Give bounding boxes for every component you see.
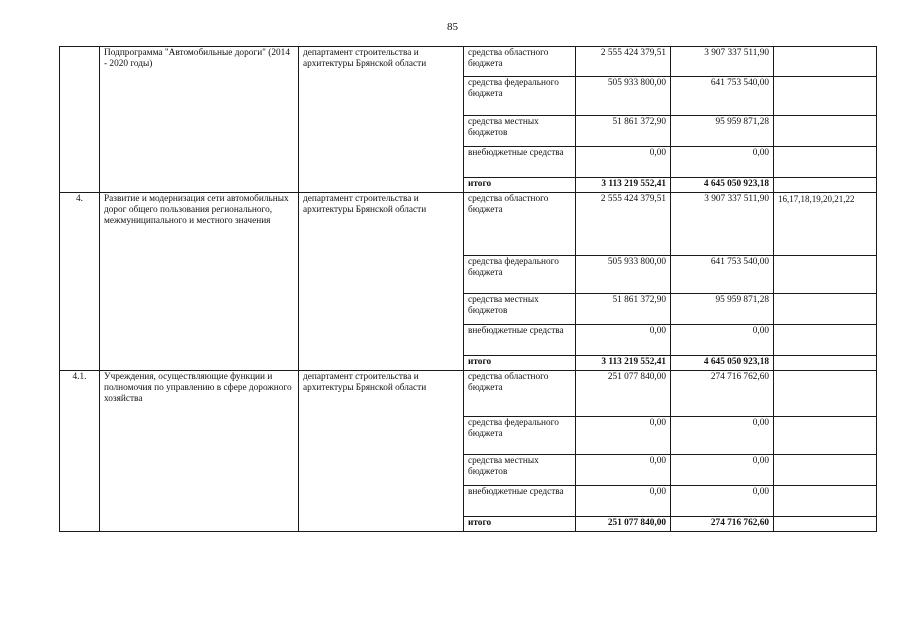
funding-source-cell: внебюджетные средства (464, 147, 576, 178)
amount-cell-1: 0,00 (576, 486, 671, 517)
table-row (60, 193, 877, 256)
amount-cell-2: 4 645 050 923,18 (671, 178, 774, 193)
amount-cell-2: 0,00 (671, 486, 774, 517)
amount-cell-1: 0,00 (576, 147, 671, 178)
indicator-codes-cell (774, 116, 877, 147)
amount-cell-2: 0,00 (671, 147, 774, 178)
funding-source-cell: средства федерального бюджета (464, 77, 576, 116)
indicator-codes-cell (774, 77, 877, 116)
budget-table (59, 46, 877, 532)
amount-cell-1: 251 077 840,00 (576, 371, 671, 417)
funding-source-cell: итого (464, 356, 576, 371)
indicator-codes-cell: 16,17,18,19,20,21,22 (774, 193, 877, 256)
amount-cell-1: 0,00 (576, 325, 671, 356)
row-number-cell: 4.1. (60, 371, 100, 532)
indicator-codes-cell (774, 47, 877, 77)
amount-cell-2: 641 753 540,00 (671, 256, 774, 294)
funding-source-cell: средства местных бюджетов (464, 455, 576, 486)
amount-cell-1: 51 861 372,90 (576, 294, 671, 325)
indicator-codes-cell (774, 517, 877, 532)
program-name-cell: Развитие и модернизация сети автомобильных дорог общего пользования регионального, межмуниципального и местного значения (100, 193, 299, 371)
amount-cell-1: 3 113 219 552,41 (576, 356, 671, 371)
indicator-codes-cell (774, 486, 877, 517)
amount-cell-2: 0,00 (671, 417, 774, 455)
row-number-cell (60, 47, 100, 193)
page-number: 85 (447, 21, 458, 33)
funding-source-cell: средства федерального бюджета (464, 417, 576, 455)
amount-cell-1: 505 933 800,00 (576, 77, 671, 116)
amount-cell-2: 95 959 871,28 (671, 294, 774, 325)
funding-source-cell: итого (464, 517, 576, 532)
funding-source-cell: внебюджетные средства (464, 325, 576, 356)
funding-source-cell: итого (464, 178, 576, 193)
executor-cell: департамент строительства и архитектуры Брянской области (299, 47, 464, 193)
table-row (60, 47, 877, 77)
indicator-codes-cell (774, 294, 877, 325)
amount-cell-1: 0,00 (576, 455, 671, 486)
indicator-codes-cell (774, 178, 877, 193)
amount-cell-2: 0,00 (671, 325, 774, 356)
funding-source-cell: средства федерального бюджета (464, 256, 576, 294)
executor-cell: департамент строительства и архитектуры Брянской области (299, 371, 464, 532)
indicator-codes-cell (774, 325, 877, 356)
table-row (60, 371, 877, 417)
funding-source-cell: средства областного бюджета (464, 47, 576, 77)
indicator-codes-cell (774, 256, 877, 294)
amount-cell-2: 4 645 050 923,18 (671, 356, 774, 371)
indicator-codes-cell (774, 356, 877, 371)
program-name-cell: Подпрограмма "Автомобильные дороги" (2014 - 2020 годы) (100, 47, 299, 193)
amount-cell-2: 95 959 871,28 (671, 116, 774, 147)
funding-source-cell: средства местных бюджетов (464, 116, 576, 147)
amount-cell-1: 251 077 840,00 (576, 517, 671, 532)
amount-cell-1: 2 555 424 379,51 (576, 193, 671, 256)
amount-cell-1: 505 933 800,00 (576, 256, 671, 294)
table-body (60, 47, 877, 532)
funding-source-cell: внебюджетные средства (464, 486, 576, 517)
funding-source-cell: средства местных бюджетов (464, 294, 576, 325)
amount-cell-2: 274 716 762,60 (671, 517, 774, 532)
amount-cell-2: 3 907 337 511,90 (671, 47, 774, 77)
amount-cell-2: 0,00 (671, 455, 774, 486)
amount-cell-2: 274 716 762,60 (671, 371, 774, 417)
indicator-codes-cell (774, 147, 877, 178)
program-name-cell: Учреждения, осуществляющие функции и полномочия по управлению в сфере дорожного хозяйства (100, 371, 299, 532)
indicator-codes-cell (774, 417, 877, 455)
funding-source-cell: средства областного бюджета (464, 371, 576, 417)
indicator-codes-cell (774, 371, 877, 417)
row-number-cell: 4. (60, 193, 100, 371)
amount-cell-2: 3 907 337 511,90 (671, 193, 774, 256)
executor-cell: департамент строительства и архитектуры Брянской области (299, 193, 464, 371)
amount-cell-2: 641 753 540,00 (671, 77, 774, 116)
amount-cell-1: 2 555 424 379,51 (576, 47, 671, 77)
funding-source-cell: средства областного бюджета (464, 193, 576, 256)
indicator-codes-cell (774, 455, 877, 486)
amount-cell-1: 0,00 (576, 417, 671, 455)
amount-cell-1: 3 113 219 552,41 (576, 178, 671, 193)
amount-cell-1: 51 861 372,90 (576, 116, 671, 147)
